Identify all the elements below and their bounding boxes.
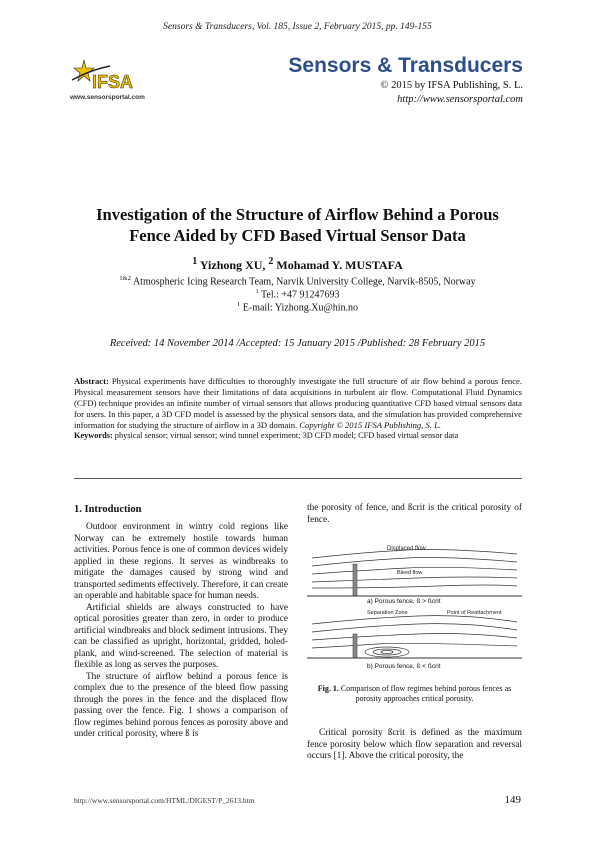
email-text[interactable]: E-mail: Yizhong.Xu@hin.no (242, 302, 358, 314)
authors (0, 256, 595, 273)
section-divider (74, 478, 522, 479)
label-bleed: Bleed flow (397, 570, 423, 576)
email-mark: 1 (237, 301, 241, 308)
abstract-copyright: Copyright © 2015 IFSA Publishing, S. L. (299, 420, 442, 430)
footer-url[interactable]: http://www.sensorsportal.com/HTML/DIGEST/P_2613.htm (74, 796, 255, 805)
section-heading: 1. Introduction (74, 504, 142, 515)
logo-text: IFSA (92, 72, 134, 92)
label-separation: Separation Zone (367, 610, 408, 616)
label-b: b) Porous fence, ß < ßcrit (367, 663, 441, 670)
caption-label: Fig. 1. (317, 684, 339, 693)
author1-mark: 1 (192, 256, 198, 267)
title-line-1: Investigation of the Structure of Airflow Behind a Porous (96, 205, 499, 224)
ifsa-logo (70, 58, 170, 106)
affiliation (0, 275, 595, 287)
caption-text: Comparison of flow regimes behind porous fences as porosity approaches critical porosity. (340, 684, 512, 703)
author2-mark: 2 (268, 256, 274, 267)
keywords-label: Keywords: (74, 431, 113, 440)
journal-name: Sensors & Transducers (288, 54, 523, 77)
abstract (74, 376, 522, 431)
paragraph-3: The structure of airflow behind a porous fence is complex due to the presence of the bleed flow passing through the pores in the fence and the displaced flow passing over the fence. Fig. 1 shows a comparison of flow regimes behind porous fences as porosity above and under critical porosity, where ß is (74, 671, 288, 739)
right-column-bottom (307, 728, 522, 763)
logo-url: www.sensorsportal.com (70, 94, 145, 101)
figure-1 (307, 538, 522, 672)
paragraph-4: Critical porosity ßcrit is defined as the maximum fence porosity below which flow separation and reversal occurs [1]. Above the critical porosity, the (307, 728, 522, 761)
fence-a (353, 564, 357, 596)
title-line-2: Fence Aided by CFD Based Virtual Sensor Data (129, 226, 466, 245)
label-reattach: Point of Reattachment (447, 610, 502, 616)
affiliation-text: Atmospheric Icing Research Team, Narvik University College, Narvik-8505, Norway (132, 276, 476, 288)
flow-regime-diagram (307, 538, 522, 672)
label-a: a) Porous fence, ß > ßcrit (367, 598, 441, 605)
email (0, 301, 595, 313)
ifsa-logo-icon (70, 58, 170, 94)
abstract-label: Abstract: (74, 376, 109, 386)
publisher-line: © 2015 by IFSA Publishing, S. L. (380, 80, 523, 91)
paragraph-3-continued: the porosity of fence, and ßcrit is the critical porosity of fence. (307, 503, 522, 525)
journal-url[interactable]: http://www.sensorsportal.com (397, 94, 523, 105)
keywords (74, 430, 522, 441)
abstract-text: Physical experiments have difficulties to thoroughly investigate the full structure of air flow behind a porous fence. Physical measurement sensors have their limitations of data acquisitions in turbulent air flow. Computational Fluid Dynamics (CFD) technique provides an infinite number of virtual sensors that allows producing quantitative CFD based virtual sensors data for users. In this paper, a 3D CFD model is assessed by the physical sensors data, and the simulation has provided comprehensive information for studying the structure of airflow in a 3D domain. (74, 376, 522, 430)
paragraph-1: Outdoor environment in wintry cold regions like Norway can be extremely hostile towards human activities. Porous fence is one of common devices widely applied in these regions. It serves as windbreaks to mitigate the damages caused by strong wind and transported sediments effectively. Therefore, it can create an operable and habitable space for human needs. (74, 522, 288, 601)
tel-text: Tel.: +47 91247693 (261, 289, 340, 301)
panel-a-streamlines (312, 550, 517, 589)
label-displaced: Displaced flow (387, 546, 426, 552)
keywords-text: physical sensor; virtual sensor; wind tunnel experiment; 3D CFD model; CFD based virtual sensor data (114, 431, 459, 440)
right-column-top (307, 503, 522, 526)
figure-1-caption (307, 684, 522, 704)
tel-mark: 1 (255, 288, 259, 295)
fence-b (353, 634, 357, 658)
panel-b-streamlines (312, 616, 517, 657)
telephone (0, 288, 595, 300)
paper-title (60, 204, 535, 246)
author-1: Yizhong XU, (199, 258, 266, 272)
paragraph-2: Artificial shields are always constructed to have optical porosities greater than zero, in order to produce artificial windbreaks and block sediment intrusions. They can be classified as upright, horizontal, gridded, holed-plank, and wind-screened. The selection of material is flexible as long as serves the purposes. (74, 602, 288, 670)
page-number: 149 (504, 794, 521, 806)
left-column (74, 522, 288, 741)
running-head: Sensors & Transducers, Vol. 185, Issue 2, February 2015, pp. 149-155 (163, 22, 432, 32)
publication-dates: Received: 14 November 2014 /Accepted: 15 January 2015 /Published: 28 February 2015 (109, 338, 486, 349)
author-2: Mohamad Y. MUSTAFA (276, 258, 403, 272)
affiliation-mark: 1&2 (119, 275, 131, 282)
